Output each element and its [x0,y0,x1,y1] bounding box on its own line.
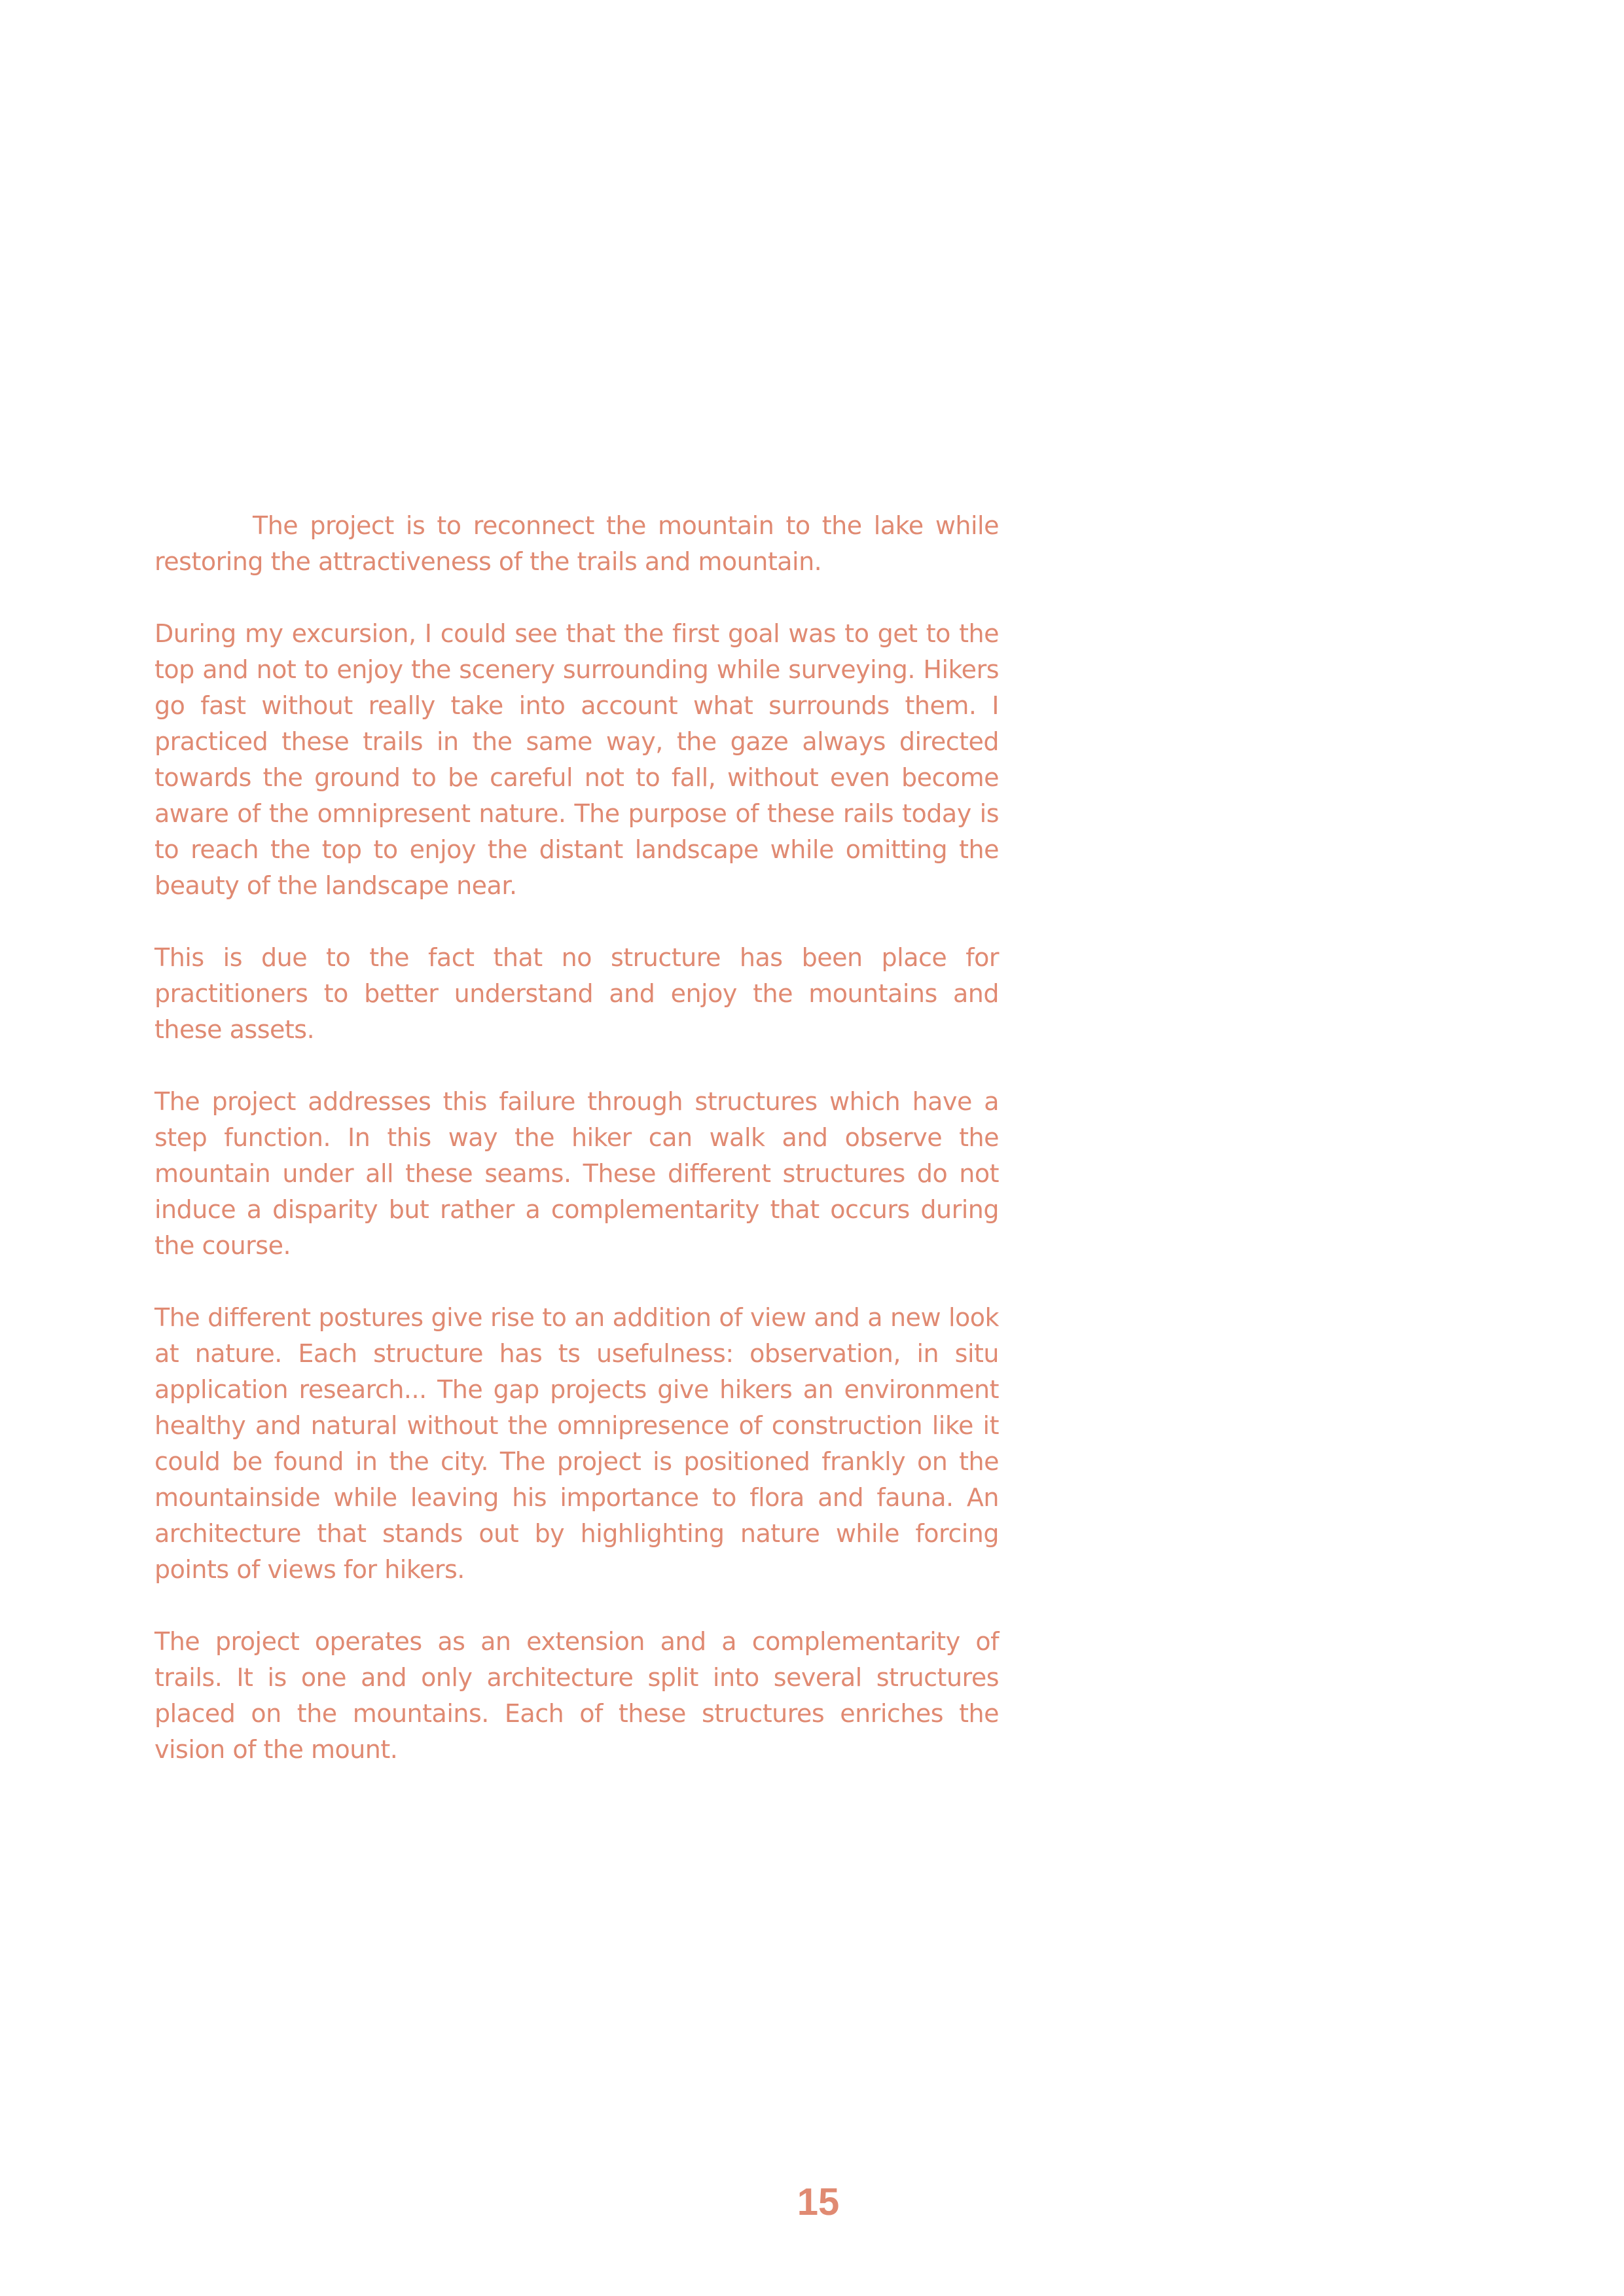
paragraph-excursion: During my excursion, I could see that the first goal was to get to the top and not to enjoy the scenery surrounding while surveying. Hikers go fast without really take into account what surrounds them. I practiced these trails in the same way, the gaze always directed towards the ground to be careful not to fall, without even become aware of the omnipresent nature. The purpose of these rails today is to reach the top to enjoy the distant landscape while omitting the beauty of the landscape near. [154,619,999,900]
body-text [154,508,999,1804]
paragraph-step-function: The project addresses this failure through structures which have a step function. In this way the hiker can walk and observe the mountain under all these seams. These different structures do not induce a disparity but rather a complementarity that occurs during the course. [154,1087,999,1260]
paragraph-structure-lack: This is due to the fact that no structure has been place for practitioners to better understand and enjoy the mountains and these assets. [154,943,999,1044]
paragraph-postures: The different postures give rise to an addition of view and a new look at nature. Each structure has ts usefulness: observation, in situ application research... The gap projects give hikers an environment healthy and natural without the omnipresence of construction like it could be found in the city. The project is positioned frankly on the mountainside while leaving his importance to flora and fauna. An architecture that stands out by highlighting nature while forcing points of views for hikers. [154,1303,999,1584]
paragraph-extension: The project operates as an extension and a complementarity of trails. It is one and only architecture split into several structures placed on the mountains. Each of these structures enriches the vision of the mount. [154,1627,999,1764]
paragraph-intro: The project is to reconnect the mountain to the lake while restoring the attractiveness of the trails and mountain. [154,511,999,576]
page-number: 15 [797,2181,840,2223]
